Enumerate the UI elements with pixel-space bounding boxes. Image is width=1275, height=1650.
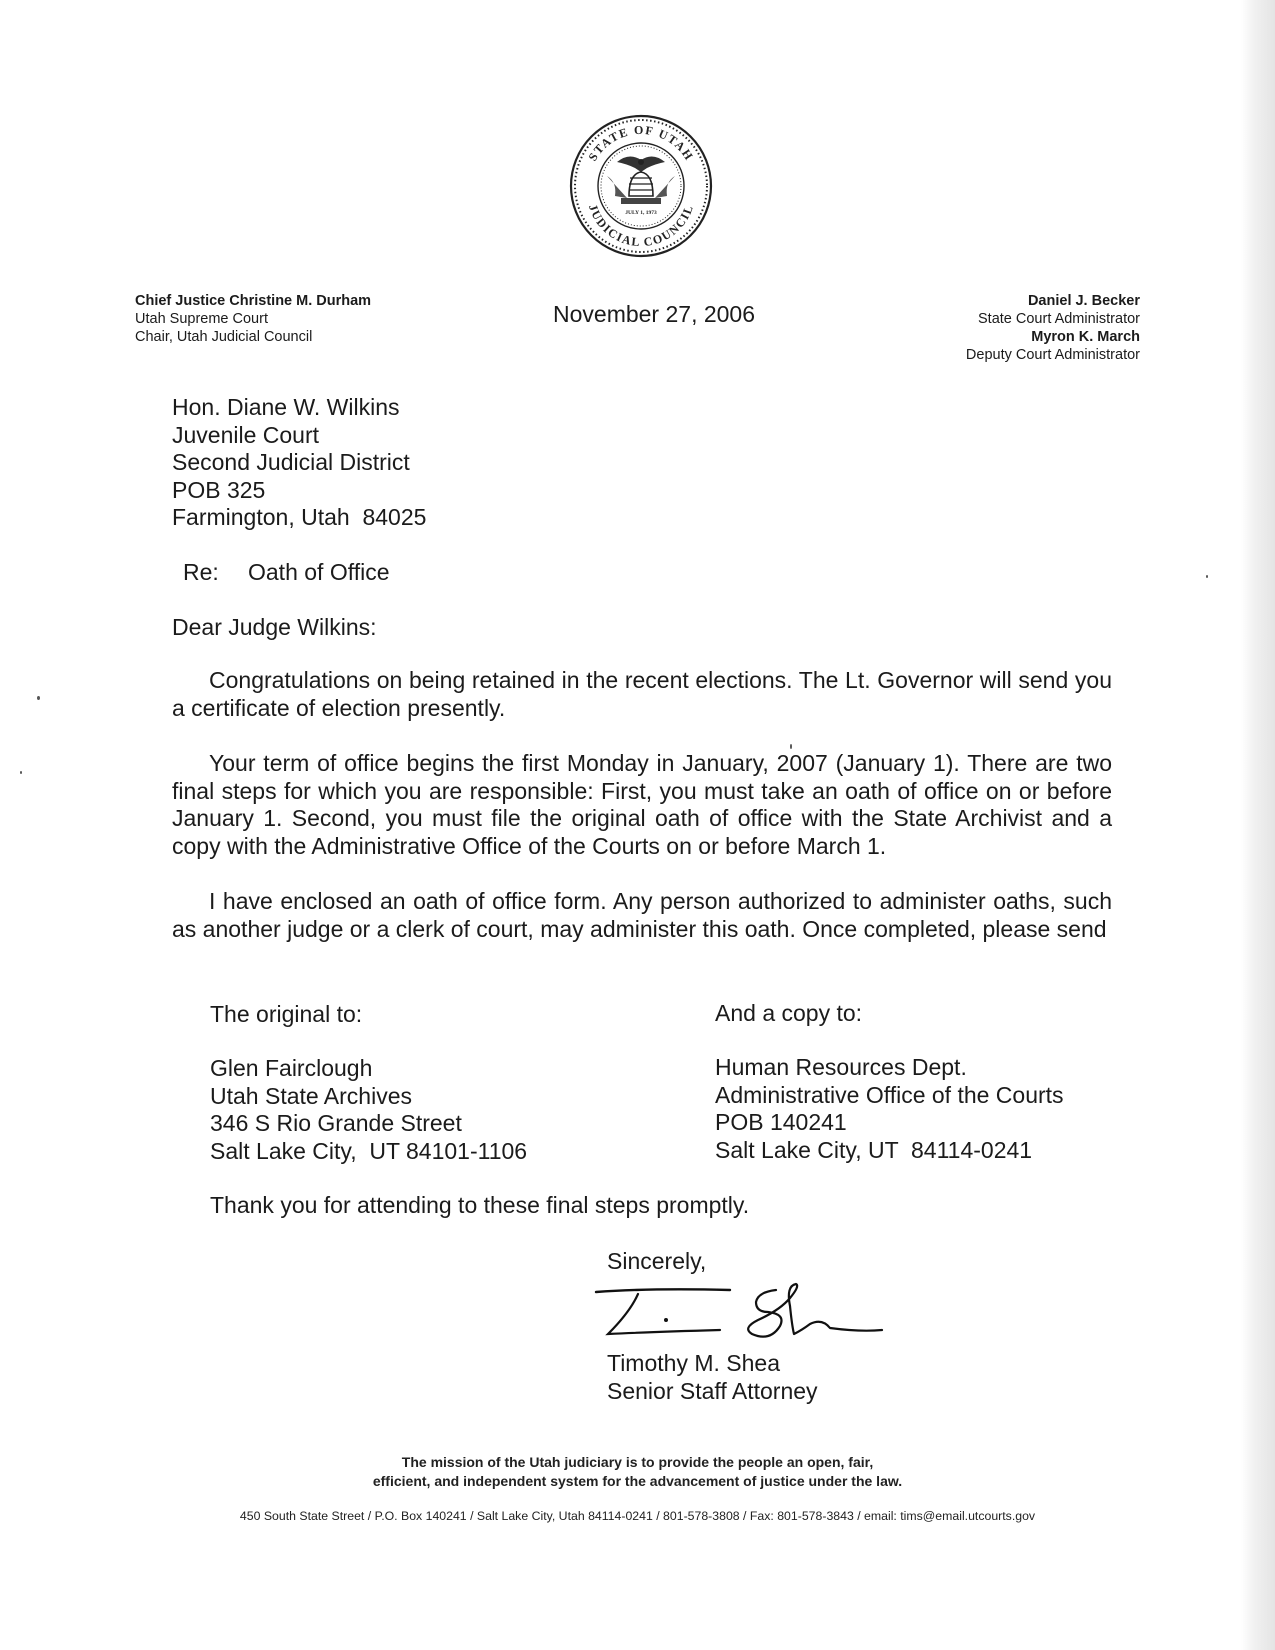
recipient-line: POB 325 [172, 476, 266, 503]
scan-speck [20, 771, 22, 774]
address-line: Administrative Office of the Courts [715, 1081, 1064, 1108]
copy-address [715, 1054, 1064, 1164]
administrator-title: State Court Administrator [978, 311, 1140, 327]
subject-text: Oath of Office [248, 559, 390, 585]
administrator-name: Daniel J. Becker [1027, 293, 1140, 309]
address-line: POB 140241 [715, 1109, 847, 1135]
letter-date: November 27, 2006 [553, 301, 756, 327]
closing: Sincerely, [607, 1248, 707, 1274]
recipient-line: Hon. Diane W. Wilkins [172, 394, 400, 420]
body-paragraph: Your term of office begins the first Monday in January, 2007 (January 1). There are two final steps for which you are responsible: First, you must take an oath of office on or before January 1. Second, you must file the original oath of office with the State Archivist and a copy with the Administrative Office of the Courts on or before March 1. [172, 750, 1112, 859]
svg-text:JUDICIAL COUNCIL: JUDICIAL COUNCIL [585, 202, 697, 250]
address-line: 346 S Rio Grande Street [210, 1110, 462, 1136]
address-line: Human Resources Dept. [715, 1054, 967, 1080]
copy-label: And a copy to: [715, 1000, 863, 1026]
original-label: The original to: [210, 1001, 363, 1027]
chief-justice-court: Utah Supreme Court [135, 311, 268, 327]
original-address [210, 1055, 527, 1165]
address-line: Salt Lake City, UT 84101-1106 [210, 1137, 528, 1164]
recipient-line: Second Judicial District [172, 449, 410, 475]
deputy-name: Myron K. March [1031, 329, 1140, 345]
mission-line: The mission of the Utah judiciary is to provide the people an open, fair, [401, 1454, 874, 1470]
salutation: Dear Judge Wilkins: [172, 614, 377, 640]
subject-line [183, 559, 389, 587]
recipient-line: Juvenile Court [172, 421, 320, 448]
recipient-address [172, 394, 426, 532]
scan-speck [1206, 575, 1208, 578]
signer-block [607, 1350, 818, 1405]
letterhead-right-block [966, 292, 1140, 364]
mission-statement [0, 1453, 1275, 1491]
address-line: Salt Lake City, UT 84114-0241 [715, 1136, 1033, 1163]
body-paragraph: Congratulations on being retained in the recent elections. The Lt. Governor will send you a certificate of election presently. [172, 667, 1112, 721]
utah-judicial-council-seal [567, 112, 715, 260]
thanks-line: Thank you for attending to these final steps promptly. [210, 1192, 750, 1218]
scan-speck [790, 744, 792, 749]
footer-contact: 450 South State Street / P.O. Box 140241 / Salt Lake City, Utah 84114-0241 / 801-578-3808 / Fax: 801-578-3843 / email: tims@email.utcourts.gov [239, 1509, 1036, 1523]
mission-line: efficient, and independent system for the advancement of justice under the law. [372, 1473, 903, 1489]
svg-text:JULY 1, 1973: JULY 1, 1973 [625, 210, 657, 216]
chief-justice-name: Chief Justice Christine M. Durham [135, 293, 372, 309]
address-line: Utah State Archives [210, 1082, 412, 1109]
body-paragraph: I have enclosed an oath of office form. Any person authorized to administer oaths, such as another judge or a clerk of court, may administer this oath. Once completed, please send [172, 888, 1112, 942]
signer-name: Timothy M. Shea [607, 1350, 780, 1376]
svg-text:STATE OF UTAH: STATE OF UTAH [585, 122, 697, 164]
letterhead-left-block [135, 292, 371, 346]
deputy-title: Deputy Court Administrator [965, 347, 1140, 363]
address-line: Glen Fairclough [210, 1055, 373, 1081]
handwritten-signature [590, 1278, 890, 1348]
chief-justice-role: Chair, Utah Judicial Council [135, 329, 313, 345]
scan-speck [37, 696, 40, 700]
subject-label: Re: [183, 559, 219, 585]
recipient-line: Farmington, Utah 84025 [172, 504, 427, 530]
signer-title: Senior Staff Attorney [607, 1377, 818, 1404]
scan-edge-shadow [1241, 0, 1275, 1650]
